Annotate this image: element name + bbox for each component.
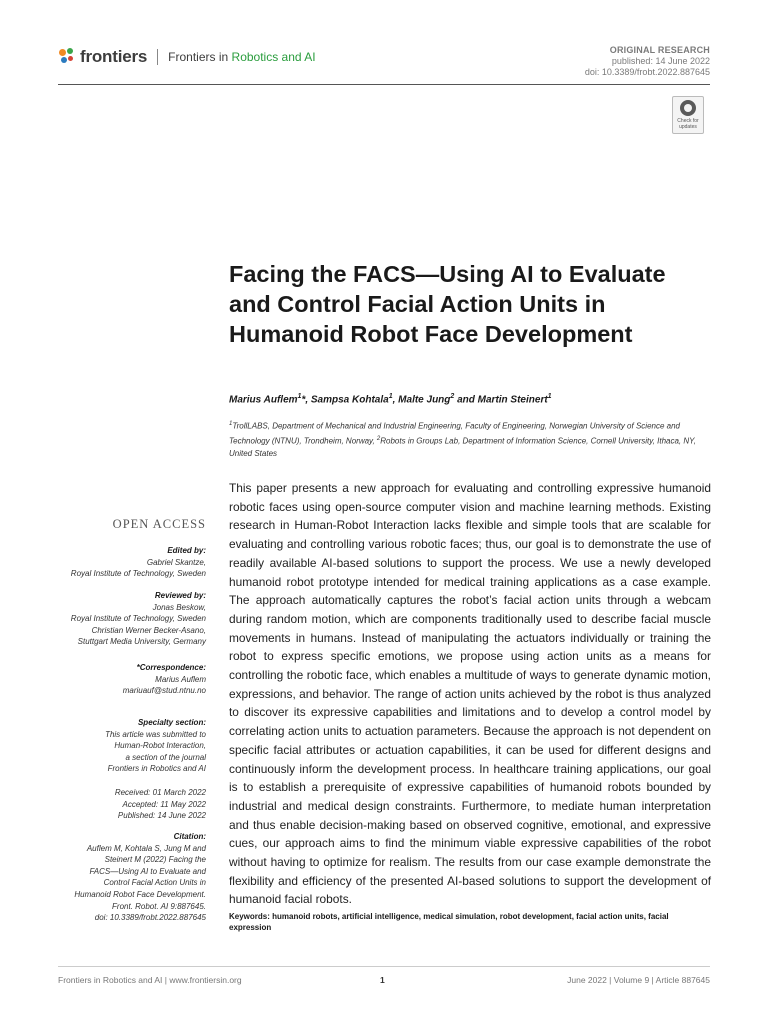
specialty-line: Human-Robot Interaction,	[114, 741, 206, 751]
citation-line: Front. Robot. AI 9:887645.	[112, 901, 206, 911]
author-affiliation-mark: 1	[297, 393, 302, 400]
published-date-side: 14 June 2022	[157, 811, 206, 821]
author-affiliation-mark: 1	[547, 393, 552, 400]
bookmark-icon	[680, 100, 696, 116]
reviewer-name[interactable]: Jonas Beskow,	[152, 602, 206, 612]
citation-line: Control Facial Action Units in	[103, 878, 206, 888]
footer-volume: June 2022 | Volume 9 | Article 887645	[567, 975, 710, 985]
author-separator: ,	[392, 394, 399, 406]
footer-journal[interactable]: Frontiers in Robotics and AI | www.frontiersin.org	[58, 975, 242, 985]
specialty-line: This article was submitted to	[105, 729, 206, 739]
footer-divider	[58, 966, 710, 967]
reviewed-by-section	[40, 590, 206, 648]
check-for-updates-badge[interactable]	[672, 96, 704, 134]
reviewer-affiliation: Stuttgart Media University, Germany	[77, 637, 206, 647]
correspondence-label: *Correspondence:	[136, 663, 206, 672]
specialty-line: a section of the journal	[125, 752, 206, 762]
editor-name[interactable]: Gabriel Skantze,	[146, 557, 206, 567]
specialty-label: Specialty section:	[137, 718, 206, 727]
specialty-line: Frontiers in Robotics and AI	[107, 764, 206, 774]
article-meta	[585, 45, 710, 78]
author-separator: *,	[301, 394, 311, 406]
reviewer-affiliation: Royal Institute of Technology, Sweden	[70, 614, 206, 624]
author-affiliation-mark: 1	[388, 393, 393, 400]
reviewer-name[interactable]: Christian Werner Becker-Asano,	[91, 625, 206, 635]
citation-line: Auflem M, Kohtala S, Jung M and	[86, 843, 206, 853]
citation-section	[40, 831, 206, 924]
dates-section	[40, 787, 206, 822]
header-doi[interactable]: doi: 10.3389/frobt.2022.887645	[584, 67, 710, 77]
article-type: ORIGINAL RESEARCH	[609, 45, 710, 55]
frontiers-logo-icon	[58, 48, 76, 66]
logo-divider	[157, 49, 158, 65]
journal-prefix: Frontiers in	[168, 50, 229, 64]
reviewed-by-label: Reviewed by:	[154, 591, 206, 600]
badge-label: Check for updates	[677, 118, 699, 130]
affiliation-1: TrollLABS, Department of Mechanical and Industrial Engineering, Faculty of Engineering, Norwegian University of Science and Technology (NTNU), Trondheim, Norway,	[229, 421, 680, 446]
correspondence-section	[40, 662, 206, 697]
author-name[interactable]: Martin Steinert	[477, 394, 548, 406]
received-date: 01 March 2022	[152, 788, 206, 797]
author-name[interactable]: Marius Auflem	[229, 394, 298, 406]
header-divider	[58, 84, 710, 85]
edited-by-label: Edited by:	[167, 546, 206, 555]
journal-name[interactable]	[168, 50, 315, 64]
published-date: published: 14 June 2022	[611, 56, 710, 66]
editor-affiliation: Royal Institute of Technology, Sweden	[70, 569, 206, 579]
keywords: Keywords: humanoid robots, artificial intelligence, medical simulation, robot development, facial action units, facial expression	[229, 912, 669, 932]
accepted-date: 11 May 2022	[160, 799, 206, 809]
affiliations	[229, 418, 711, 460]
author-separator: and	[454, 394, 478, 406]
author-affiliation-mark: 2	[450, 393, 455, 400]
published-label: Published:	[117, 811, 156, 821]
citation-doi[interactable]: doi: 10.3389/frobt.2022.887645	[94, 913, 206, 923]
author-list	[229, 393, 552, 405]
correspondence-name: Marius Auflem	[155, 674, 206, 684]
affiliation-mark: 1	[229, 421, 233, 427]
received-label: Received:	[114, 788, 151, 797]
accepted-label: Accepted:	[122, 799, 159, 809]
logo-wordmark: frontiers	[80, 47, 148, 66]
article-title: Facing the FACS—Using AI to Evaluate and Control Facial Action Units in Humanoid Robot Face Development	[229, 261, 666, 347]
citation-label: Citation:	[173, 832, 206, 841]
abstract: This paper presents a new approach for evaluating and controlling expressive humanoid robotic faces using open-source computer vision and machine learning methods. Existing research in Human-Robot Interaction lacks flexible and simple tools that are scalable for evaluating and controlling various robotic faces; thus, our goal is to demonstrate the use of readily available AI-based solutions to support the process. We use a newly developed humanoid robot prototype intended for medical training applications as a case example. The approach automatically captures the robot’s facial action units through a webcam during random motion, which are components traditionally used to describe facial muscle movements in humans. Instead of manipulating the actuators individually or training the robot to express specific emotions, we propose using action units as a means for controlling the robotic face, which enables a multitude of ways to generate dynamic motion, expressions, and behavior. The range of action units achieved by the robot is thus analyzed to discover its expressive capabilities and limitations and to develop a control model by correlating action units to actuation parameters. Because the approach is not dependent on specific facial attributes or actuation capabilities, it can be used for different designs and continuously inform the development process. In healthcare training applications, our goal is to establish a prerequisite of expressive capabilities of humanoid robots bounded by industrial and medical design constraints. Furthermore, to mediate human interpretation and thus enable decision-making based on observed cognitive, emotional, and expressive cues, our approach aims to find the minimum viable expressive capabilities of the robot without having to optimize for realism. The results from our case example demonstrate the flexibility and efficiency of the presented AI-based solutions to support the development of humanoid facial robots.	[229, 481, 711, 907]
correspondence-email[interactable]: mariuauf@stud.ntnu.no	[122, 686, 206, 696]
frontiers-logo[interactable]	[58, 46, 316, 68]
open-access-label: OPEN ACCESS	[112, 517, 206, 531]
author-name[interactable]: Malte Jung	[398, 394, 451, 406]
specialty-section	[40, 717, 206, 775]
affiliation-mark: 2	[376, 435, 381, 442]
citation-line: Steinert M (2022) Facing the	[104, 855, 206, 865]
journal-section: Robotics and AI	[231, 50, 316, 64]
author-name[interactable]: Sampsa Kohtala	[310, 394, 389, 406]
citation-line: FACS—Using AI to Evaluate and	[89, 866, 206, 876]
citation-line: Humanoid Robot Face Development.	[74, 889, 206, 899]
page-number: 1	[380, 975, 385, 985]
edited-by-section	[40, 545, 206, 580]
affiliation-2: Robots in Groups Lab, Department of Information Science, Cornell University, Ithaca, NY, United States	[229, 436, 696, 459]
